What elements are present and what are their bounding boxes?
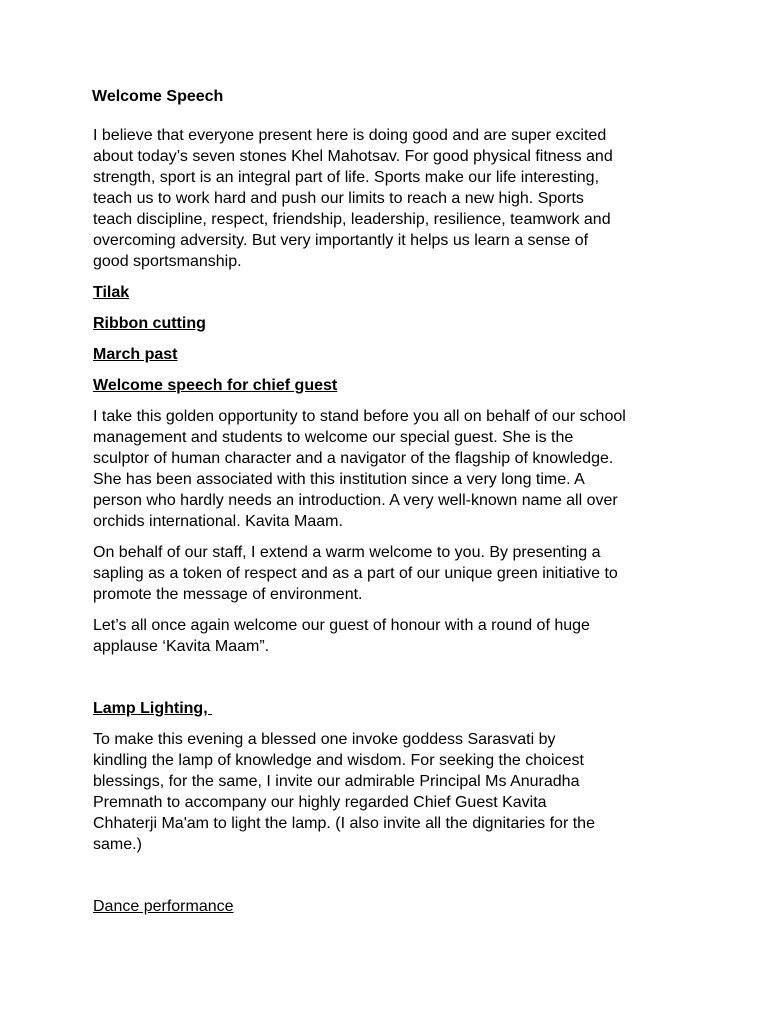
heading-lamp-lighting: Lamp Lighting, bbox=[93, 700, 213, 717]
document-title: Welcome Speech bbox=[92, 88, 224, 105]
intro-paragraph: I believe that everyone present here is doing good and are super excited about today’s seven stones Khel Mahotsav. For good physical fitness and strength, sport is an integral part of life. Sports make our life interesting, teach us to work hard and push our limits to reach a new high. Sports teach discipline, respect, friendship, leadership, resilience, teamwork and overcoming adversity. But very importantly it helps us learn a sense of good sportsmanship. bbox=[93, 127, 613, 270]
chief-guest-paragraph-3: Let’s all once again welcome our guest of honour with a round of huge applause ‘Kavita Maam”. bbox=[93, 617, 590, 655]
heading-tilak: Tilak bbox=[93, 284, 130, 301]
heading-march-past: March past bbox=[93, 346, 178, 363]
chief-guest-paragraph-1: I take this golden opportunity to stand before you all on behalf of our school management and students to welcome our special guest. She is the sculptor of human character and a navigator of the flagship of knowledge. She has been associated with this institution since a very long time. A person who hardly needs an introduction. A very well-known name all over orchids international. Kavita Maam. bbox=[93, 408, 626, 530]
heading-ribbon-cutting: Ribbon cutting bbox=[93, 315, 206, 332]
chief-guest-paragraph-2: On behalf of our staff, I extend a warm welcome to you. By presenting a sapling as a token of respect and as a part of our unique green initiative to promote the message of environment. bbox=[93, 544, 618, 603]
heading-dance-performance: Dance performance bbox=[93, 898, 234, 915]
lamp-lighting-paragraph: To make this evening a blessed one invoke goddess Sarasvati by kindling the lamp of knowledge and wisdom. For seeking the choicest blessings, for the same, I invite our admirable Principal Ms Anuradha Premnath to accompany our highly regarded Chief Guest Kavita Chhaterji Ma'am to light the lamp. (I also invite all the dignitaries for the same.) bbox=[93, 731, 595, 853]
heading-chief-guest: Welcome speech for chief guest bbox=[93, 377, 338, 394]
